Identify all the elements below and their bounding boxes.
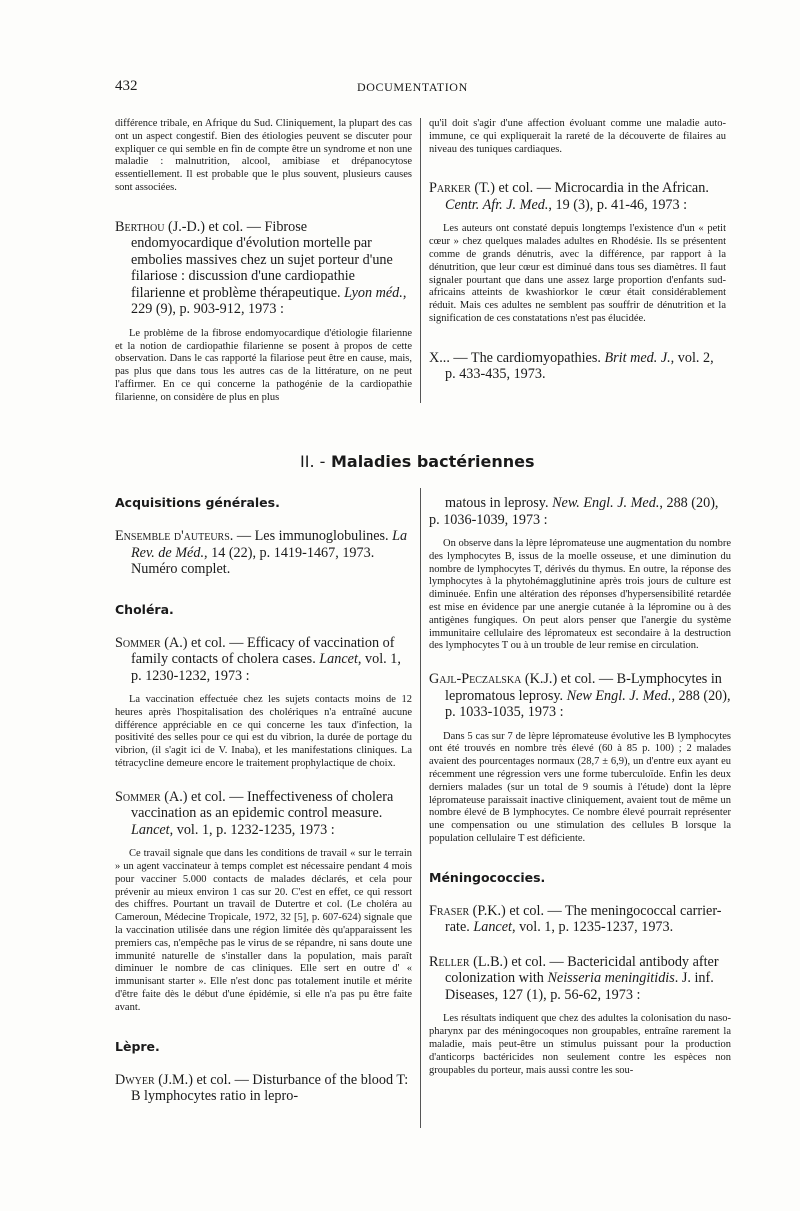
abstract-parker: Les auteurs ont constaté depuis longtemps l'existence d'un « petit cœur » chez quelques malades adultes en Rhodésie. Ils se présentent comme de grands dénutris, avec la différence, par rapport à la dénutrition, que leur cœur est diminué dans tous ses diamètres. Il faut signaler pourtant que dans une assez large proportion d'enfants sud-africains atteints de kwashiorkor le cœur était considérablement réduit. Mais ces adultes ne semblent pas souffrir de dénutrition et la signification de ces constatations n'est pas élucidée.: [429, 223, 726, 324]
abstract-berthou: Le problème de la fibrose endomyocardique d'étiologie filarienne et la notion de cardiopathie filarienne se posent à propos de cette observation. Dans le cas rapporté la filariose peut être en cause, mais, pas plus que dans tous les autres cas de la littérature, on ne peut l'affirmer. En ce qui concerne la pathogénie de la cardiopathie filarienne, on considère de plus en plus: [115, 327, 412, 403]
continued-abstract: différence tribale, en Afrique du Sud. Cliniquement, la plupart des cas ont un aspect congestif. Bien des étiologies peuvent se discuter pour expliquer ce qui semble en fin de compte être un syndrome et non une maladie : malnutrition, alcool, amibiase et drépanocytose essentiellement. Il est probable que le plus souvent, plusieurs causes sont associées.: [115, 118, 412, 193]
reference-x: X... — The cardiomyopathies. Brit med. J., vol. 2, p. 433-435, 1973.: [429, 349, 714, 383]
continued-abstract: qu'il doit s'agir d'une affection évoluant comme une maladie auto-immune, ce qui expliquerait la rareté de la découverte de filaires au niveau des tuniques cardiaques.: [429, 118, 726, 155]
reference-berthou: Berthou (J.-D.) et col. — Fibrose endomyocardique d'évolution mortelle par embolies massives chez un sujet porteur d'une filariose : discussion d'une cardiopathie filarienne et problème thérapeutique. Lyon méd., 229 (9), p. 903-912, 1973 :: [115, 218, 407, 318]
running-title: DOCUMENTATION: [357, 80, 468, 94]
reference-sommer-2: Sommer (A.) et col. — Ineffectiveness of cholera vaccination as an epidemic control measure. Lancet, vol. 1, p. 1232-1235, 1973 :: [115, 788, 394, 838]
abstract-reller: Les résultats indiquent que chez des adultes la colonisation du naso-pharynx par des méningocoques non groupables, entraîne rarement la maladie, mais peut-être un stimulus puissant pour la production d'anticorps bactéricides non seulement contre les espèces non groupables du porteur, mais aussi contre les sou-: [429, 1013, 731, 1076]
page-number: 432: [115, 78, 138, 94]
reference-fraser: Fraser (P.K.) et col. — The meningococcal carrier-rate. Lancet, vol. 1, p. 1235-1237, 1973.: [429, 902, 722, 936]
reference-dwyer-continued: matous in leprosy. New. Engl. J. Med., 288 (20), p. 1036-1039, 1973 :: [429, 495, 719, 528]
heading-cholera: Choléra.: [115, 601, 174, 617]
section-title: II. - Maladies bactériennes: [300, 452, 535, 471]
reference-reller: Reller (L.B.) et col. — Bactericidal antibody after colonization with Neisseria meningitidis. J. inf. Diseases, 127 (1), p. 56-62, 1973 :: [429, 953, 719, 1003]
heading-lepre: Lèpre.: [115, 1038, 160, 1054]
heading-acquisitions: Acquisitions générales.: [115, 495, 280, 510]
reference-parker: Parker (T.) et col. — Microcardia in the African. Centr. Afr. J. Med., 19 (3), p. 41-46, 1973 :: [429, 180, 709, 213]
bottom-right-column: [429, 495, 731, 1077]
heading-meningococcies: Méningococcies.: [429, 869, 546, 885]
abstract-sommer-2: Ce travail signale que dans les conditions de travail « sur le terrain » un agent vaccinateur à temps complet est nécessaire pendant 4 mois pour vacciner 5.000 contacts de malades déclarés, et cela pour prévenir au mieux environ 1 cas sur 20. C'est en effet, ce qui ressort des chiffres. Pourtant un travail de Dutertre et col. (Le choléra au Cameroun, Médecine Tropicale, 1972, 32 [5], p. 607-624) signale que la vaccination utilisée dans une région limitée dès qu'apparaissent les premiers cas, n'empêche pas le virus de se répandre, ni sans doute une immunité naturelle de s'installer dans la population, mais paraît diminuer le nombre de cas cliniques. Elle sert en outre d' « immunisant starter ». Elle n'est donc pas totalement inutile et mérite d'être faite dès le début d'une épidémie, si elle n'a pas pu être faite avant.: [115, 848, 412, 1013]
reference-ensemble: Ensemble d'auteurs. — Les immunoglobulines. La Rev. de Méd., 14 (22), p. 1419-1467, 1973. Numéro complet.: [115, 528, 408, 577]
reference-sommer-1: Sommer (A.) et col. — Efficacy of vaccination of family contacts of cholera cases. Lancet, vol. 1, p. 1230-1232, 1973 :: [115, 634, 401, 684]
bottom-left-column: [115, 495, 412, 1105]
top-left-column: [115, 118, 412, 405]
abstract-gajl: Dans 5 cas sur 7 de lèpre lépromateuse évolutive les B lymphocytes ont été trouvés en nombre très élevé (60 à 85 p. 100) ; 2 malades avaient des pourcentages normaux (28,7 ± 6,9), un d'entre eux ayant eu récemment une régression vers une forme tuberculoïde. Enfin les deux derniers malades (sur un total de 9 soumis à l'étude) dont la lèpre lépromateuse paraissait inactive cliniquement, avaient tout de même un nombre élevé de B lymphocytes. Ce nombre élevé pourrait représenter une compensation ou une stimulation des cellules B lorsque la population cellulaire T est déficiente.: [429, 730, 731, 845]
abstract-dwyer: On observe dans la lèpre lépromateuse une augmentation du nombre des lymphocytes B, issus de la moelle osseuse, et une diminution du nombre de lymphocytes T, dérivés du thymus. En outre, la réponse des lymphocytes à la phytohémagglutinine après trois jours de culture est diminuée. Enfin une altération des réponses d'hypersensibilité retardée est mise en évidence par une anergie cutanée à la lépromine ou à des antigènes fungiques. On peut alors penser que l'anergie du système immunitaire cellulaire des lépromateux est secondaire à la destruction des lymphocytes T ou à un trouble de leur remise en circulation.: [429, 538, 731, 652]
reference-gajl: Gajl-Peczalska (K.J.) et col. — B-Lymphocytes in lepromatous leprosy. New Engl. J. Med., 288 (20), p. 1033-1035, 1973 :: [429, 671, 731, 721]
column-divider: [420, 488, 421, 1128]
column-divider: [420, 118, 421, 403]
abstract-sommer-1: La vaccination effectuée chez les sujets contacts moins de 12 heures après l'hospitalisation des cholériques n'a entraîné aucune différence appréciable en ce qui concerne les taux d'infection, la positivité des selles pour ce qui est du vibrion, la durée de portage du vibrion, (il s'agit ici de V. Inaba), et les manifestations cliniques. La tétracycline demeure encore le traitement prophylactique de choix.: [115, 694, 412, 769]
top-right-column: [429, 118, 726, 383]
reference-dwyer: Dwyer (J.M.) et col. — Disturbance of the blood T: B lymphocytes ratio in lepro-: [115, 1071, 409, 1105]
